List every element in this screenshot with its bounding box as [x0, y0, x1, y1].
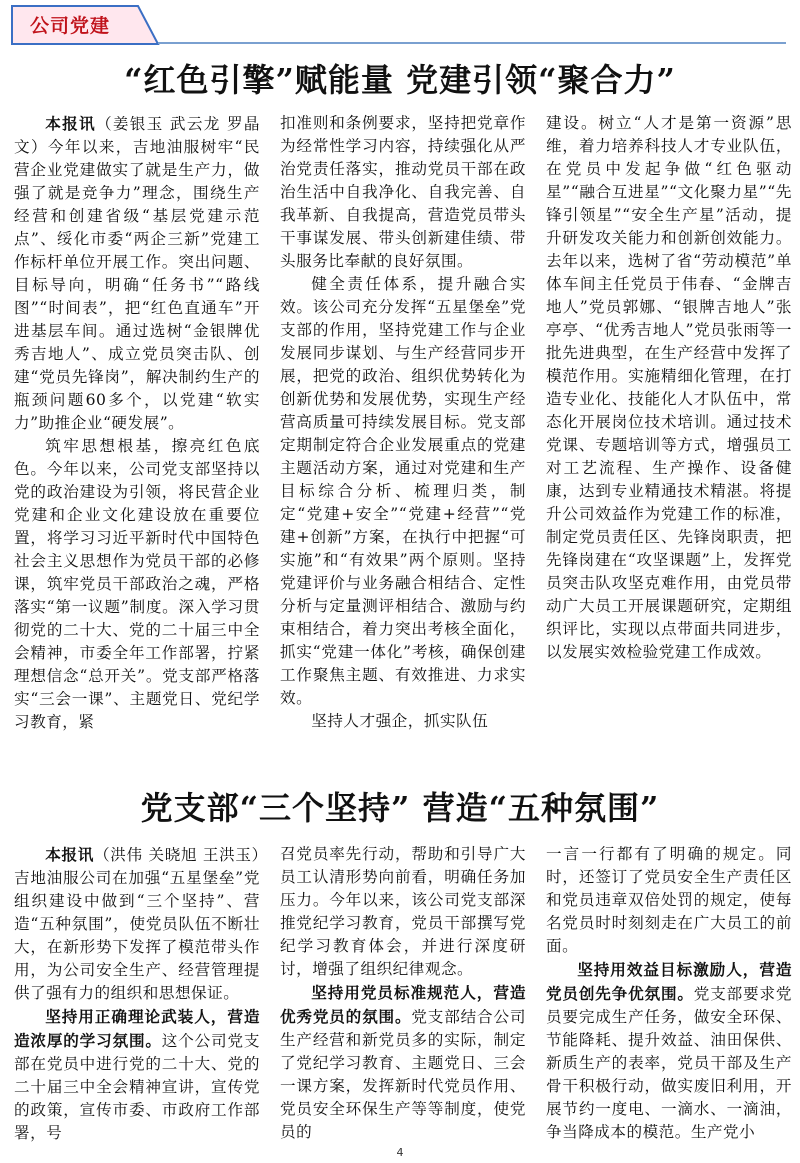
article2-column-2: [280, 843, 526, 1143]
article2-lead-label: 本报讯: [45, 845, 94, 864]
section-tag: [10, 4, 160, 44]
article1-paragraph-3: 扣准则和条例要求，坚持把党章作为经常性学习内容，持续强化从严治党责任落实，推动党员干部在政治生活中自我净化、自我完善、自我革新、自我提高，营造党员带头干事谋发展、带头创新建佳绩、带头服务比奉献的良好氛围。: [280, 114, 526, 270]
article1-headline: “红色引擎”赋能量 党建引领“聚合力”: [124, 61, 676, 99]
article1-lead-paragraph: [14, 112, 260, 435]
article2-lead-text: （洪伟 关晓旭 王洪玉）吉地油服公司在加强“五星堡垒”党组织建设中做到“三个坚持”、营造“五种氛围”，使党员队伍不断壮大，在新形势下发挥了模范带头作用，为公司安全生产、经营管理提供了强有力的组织和思想保证。: [14, 846, 260, 1002]
article2-column-1: [14, 843, 260, 1143]
article2-paragraph-6: [546, 958, 792, 1143]
article2-paragraph-2-text: 这个公司党支部在党员中进行党的二十大、党的二十届三中全会精神宣讲，宣传党的政策，宣传市委、市政府工作部署，号: [14, 1032, 260, 1142]
article2-subhead-3: 坚持用效益目标激励人，营造党员创先争优氛围。: [546, 960, 792, 1003]
article1-lead-text: （姜银玉 武云龙 罗晶文）今年以来，吉地油服树牢“民营企业党建做实了就是生产力，做强了就是竞争力”理念，围绕生产经营和创建省级“基层党建示范点”、绥化市委“两企三新”党建工作标杆单位开展工作。突出问题、目标导向，明确“任务书”“路线图”“时间表”，把“红色直通车”开进基层车间。通过选树“金银牌优秀吉地人”、成立党员突击队、创建“党员先锋岗”，解决制约生产的瓶颈问题60多个，以党建“软实力”助推企业“硬发展”。: [14, 115, 260, 432]
header-rule: [158, 42, 786, 44]
article1-paragraph-6: 建设。树立“人才是第一资源”思维，着力培养科技人才专业队伍，在党员中发起争做“红色驱动星”“融合互进星”“文化聚力星”“先锋引领星”“安全生产星”活动，提升研发攻关能力和创新创效能力。去年以来，选树了省“劳动模范”单体车间主任党员于伟春、“金牌吉地人”党员郭娜、“银牌吉地人”张亭亭、“优秀吉地人”党员张雨等一批先进典型，在生产经营中发挥了模范作用。实施精细化管理，在打造专业化、技能化人才队伍中，常态化开展岗位技术培训。通过技术党课、专题培训等方式，增强员工对工艺流程、生产操作、设备健康，达到专业精通技术精湛。将提升公司效益作为党建工作的标准，制定党员责任区、先锋岗职责，把先锋岗建在“攻坚课题”上，发挥党员突击队攻坚克难作用，由党员带动广大员工开展课题研究，定期组织评比，实现以点带面共同进步，以发展实效检验党建工作成效。: [546, 114, 792, 661]
article2-paragraph-3: 召党员率先行动，帮助和引导广大员工认清形势向前看，明确任务加压力。今年以来，该公司党支部深推党纪学习教育，党员干部撰写党纪学习教育体会，并进行深度研讨，增强了组织纪律观念。: [280, 845, 526, 978]
article1-paragraph-4: 健全责任体系，提升融合实效。该公司充分发挥“五星堡垒”党支部的作用，坚持党建工作与企业发展同步谋划、与生产经营同步开展，把党的政治、组织优势转化为创新优势和发展优势，实现生产经营高质量可持续发展目标。党支部定期制定符合企业发展重点的党建主题活动方案，通过对党建和生产目标综合分析、梳理归类，制定“党建+安全”“党建+经营”“党建+创新”方案，在执行中把握“可实施”和“有效果”两个原则。坚持党建评价与业务融合相结合、定性分析与定量测评相结合、激励与约束相结合，着力突出考核全面化，抓实“党建一体化”考核，确保创建工作聚焦主题、有效推进、力求实效。: [280, 275, 526, 707]
article1-paragraph-5: 坚持人才强企，抓实队伍: [311, 712, 489, 730]
article1-lead-label: 本报讯: [45, 114, 96, 133]
article2-lead-paragraph: [14, 843, 260, 1005]
article2-body: [14, 843, 792, 1143]
article2-subhead-1: 坚持用正确理论武装人，营造造浓厚的学习氛围。: [14, 1007, 260, 1050]
article2-headline: 党支部“三个坚持” 营造“五种氛围”: [140, 789, 660, 827]
article1-column-2: [280, 112, 526, 757]
page-number: 4: [396, 1146, 404, 1159]
article1-body: [14, 112, 792, 757]
article2-paragraph-5: 一言一行都有了明确的规定。同时，还签订了党员安全生产责任区和党员违章双倍处罚的规定，使每名党员时时刻刻走在广大员工的前面。: [546, 845, 792, 955]
article2-paragraph-2: [14, 1005, 260, 1143]
article2-column-3: [546, 843, 792, 1143]
article1-paragraph-2: 筑牢思想根基，擦亮红色底色。今年以来，公司党支部坚持以党的政治建设为引领，将民营企业党建和企业文化建设放在重要位置，将学习习近平新时代中国特色社会主义思想作为党员干部的必修课，筑牢党员干部政治之魂，严格落实“第一议题”制度。深入学习贯彻党的二十大、党的二十届三中全会精神，市委全年工作部署，拧紧理想信念“总开关”。党支部严格落实“三会一课”、主题党日、党纪学习教育，紧: [14, 437, 260, 731]
article1-column-3: [546, 112, 792, 757]
section-tag-label: 公司党建: [30, 15, 111, 37]
article2-paragraph-4: [280, 981, 526, 1143]
article1-column-1: [14, 112, 260, 757]
article2-subhead-2: 坚持用党员标准规范人，营造优秀党员的氛围。: [280, 983, 526, 1026]
article2-paragraph-6-text: 党支部要求党员要完成生产任务，做安全环保、节能降耗、提升效益、油田保供、新质生产的表率，党员干部及生产骨干积极行动，做实废旧利用，开展节约一度电、一滴水、一滴油，争当降成本的模范。生产党小: [546, 985, 792, 1141]
article2-paragraph-4-text: 党支部结合公司生产经营和新党员多的实际，制定了党纪学习教育、主题党日、三会一课方案，发挥新时代党员作用、党员安全环保生产等等制度，使党员的: [280, 1008, 526, 1141]
